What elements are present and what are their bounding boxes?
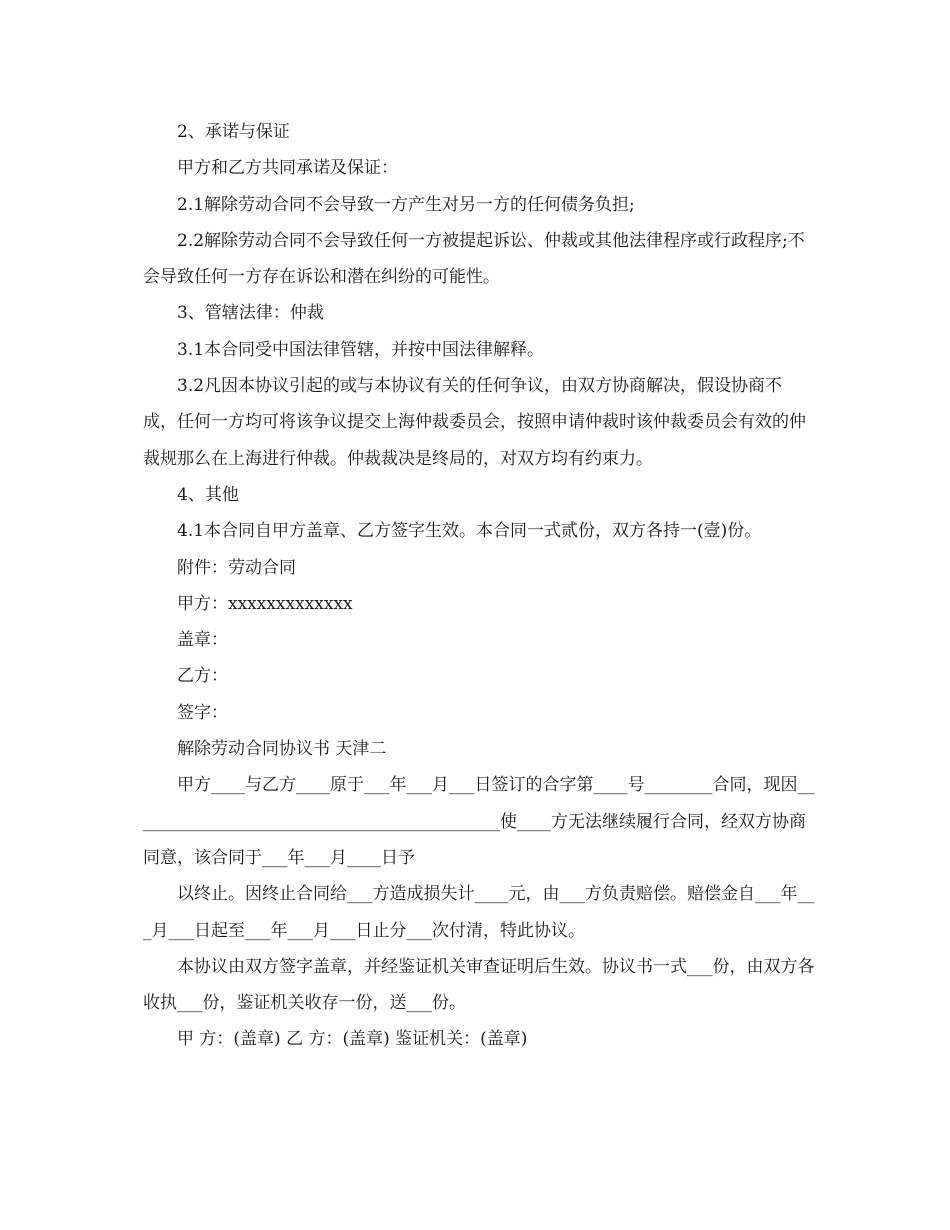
- agreement-paragraph-1: 甲方____与乙方____原于___年___月___日签订的合字第____号________合同，现因____________________________________________使____方无法继续履行合同，经双方协商同意，该合同于___年___月____日予: [143, 775, 815, 868]
- signature-line: 签字：: [177, 702, 228, 723]
- clause-4-1: 4.1本合同自甲方盖章、乙方签字生效。本合同一式贰份，双方各持一(壹)份。: [177, 521, 762, 542]
- section-heading-governing-law: 3、管辖法律：仲裁: [177, 303, 324, 324]
- section-heading-other: 4、其他: [177, 484, 239, 505]
- party-b-line: 乙方：: [177, 666, 228, 687]
- seal-line: 盖章：: [177, 630, 228, 651]
- section-heading-commitments: 2、承诺与保证: [177, 122, 290, 142]
- clause-3-2: 3.2凡因本协议引起的或与本协议有关的任何争议，由双方协商解决，假设协商不成，任何一方均可将该争议提交上海仲裁委员会，按照申请仲裁时该仲裁委员会有效的仲裁规那么在上海进行仲裁。仲裁裁决是终局的，对双方均有约束力。: [143, 376, 806, 469]
- attachment-line: 附件：劳动合同: [177, 557, 296, 578]
- signatory-line: 甲 方：(盖章) 乙 方：(盖章) 鉴证机关：(盖章): [177, 1029, 528, 1050]
- agreement-paragraph-3: 本协议由双方签字盖章，并经鉴证机关审查证明后生效。协议书一式___份，由双方各收执___份，鉴证机关收存一份，送___份。: [143, 956, 815, 1014]
- agreement-paragraph-2: 以终止。因终止合同给___方造成损失计____元，由___方负责赔偿。赔偿金自___年___月___日起至___年___月___日止分___次付清，特此协议。: [143, 884, 815, 941]
- agreement-title: 解除劳动合同协议书 天津二: [177, 739, 387, 760]
- clause-2-2: 2.2解除劳动合同不会导致任何一方被提起诉讼、仲裁或其他法律程序或行政程序;不会导致任何一方存在诉讼和潜在纠纷的可能性。: [143, 230, 805, 288]
- clause-3-1: 3.1本合同受中国法律管辖，并按中国法律解释。: [177, 339, 545, 360]
- clause-2-1: 2.1解除劳动合同不会导致一方产生对另一方的任何债务负担;: [177, 194, 635, 215]
- paragraph: 甲方和乙方共同承诺及保证：: [177, 158, 398, 179]
- document-body: [143, 114, 815, 1058]
- party-a-line: 甲方：xxxxxxxxxxxxx: [177, 593, 353, 614]
